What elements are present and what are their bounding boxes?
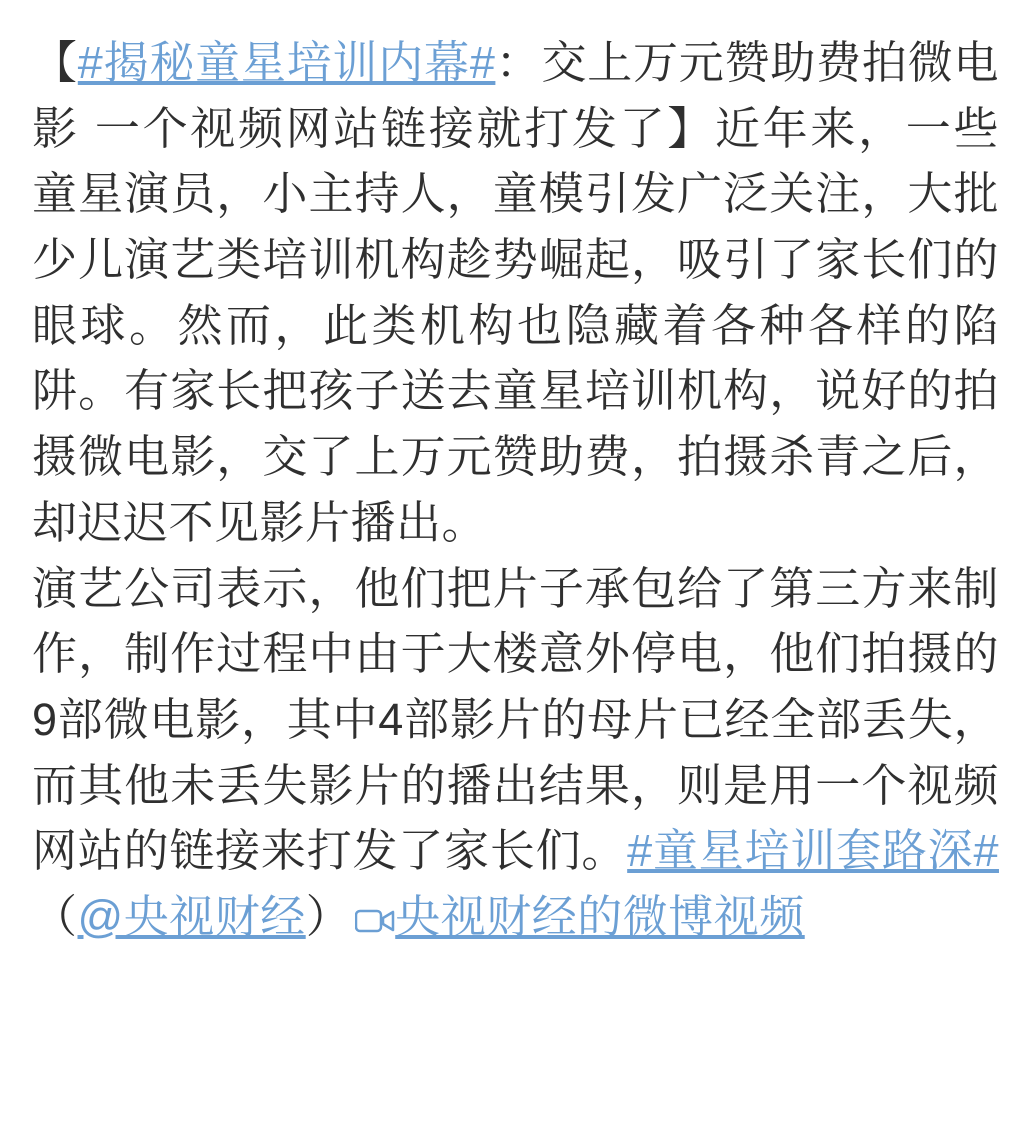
video-link[interactable]: 央视财经的微博视频 — [395, 890, 805, 942]
paren-open: （ — [32, 890, 78, 942]
topic-link-primary[interactable]: #揭秘童星培训内幕# — [77, 37, 496, 88]
post-paragraph-2 — [32, 556, 999, 950]
topic-link-secondary[interactable]: #童星培训套路深# — [627, 825, 999, 877]
post-paragraph-2-body: 演艺公司表示，他们把片子承包给了第三方来制作，制作过程中由于大楼意外停电，他们拍摄的9部微电影，其中4部影片的母片已经全部丢失，而其他未丢失影片的播出结果，则是用一个视频网站的链接来打发了家长们。 — [32, 562, 999, 877]
mention-link[interactable]: @央视财经 — [77, 890, 306, 942]
bracket-open: 【 — [32, 37, 78, 88]
paren-close: ） — [305, 890, 352, 942]
post-headline-text: ：交上万元赞助费拍微电影 一个视频网站链接就打发了】 — [32, 37, 999, 154]
video-camera-icon — [355, 906, 395, 936]
post-paragraph-1-body: 近年来，一些童星演员，小主持人，童模引发广泛关注，大批少儿演艺类培训机构趁势崛起，吸引了家长们的眼球。然而，此类机构也隐藏着各种各样的陷阱。有家长把孩子送去童星培训机构，说好的拍摄微电影，交了上万元赞助费，拍摄杀青之后，却迟迟不见影片播出。 — [32, 102, 999, 548]
post-paragraph-1 — [32, 30, 999, 556]
post-text-body — [32, 30, 999, 950]
